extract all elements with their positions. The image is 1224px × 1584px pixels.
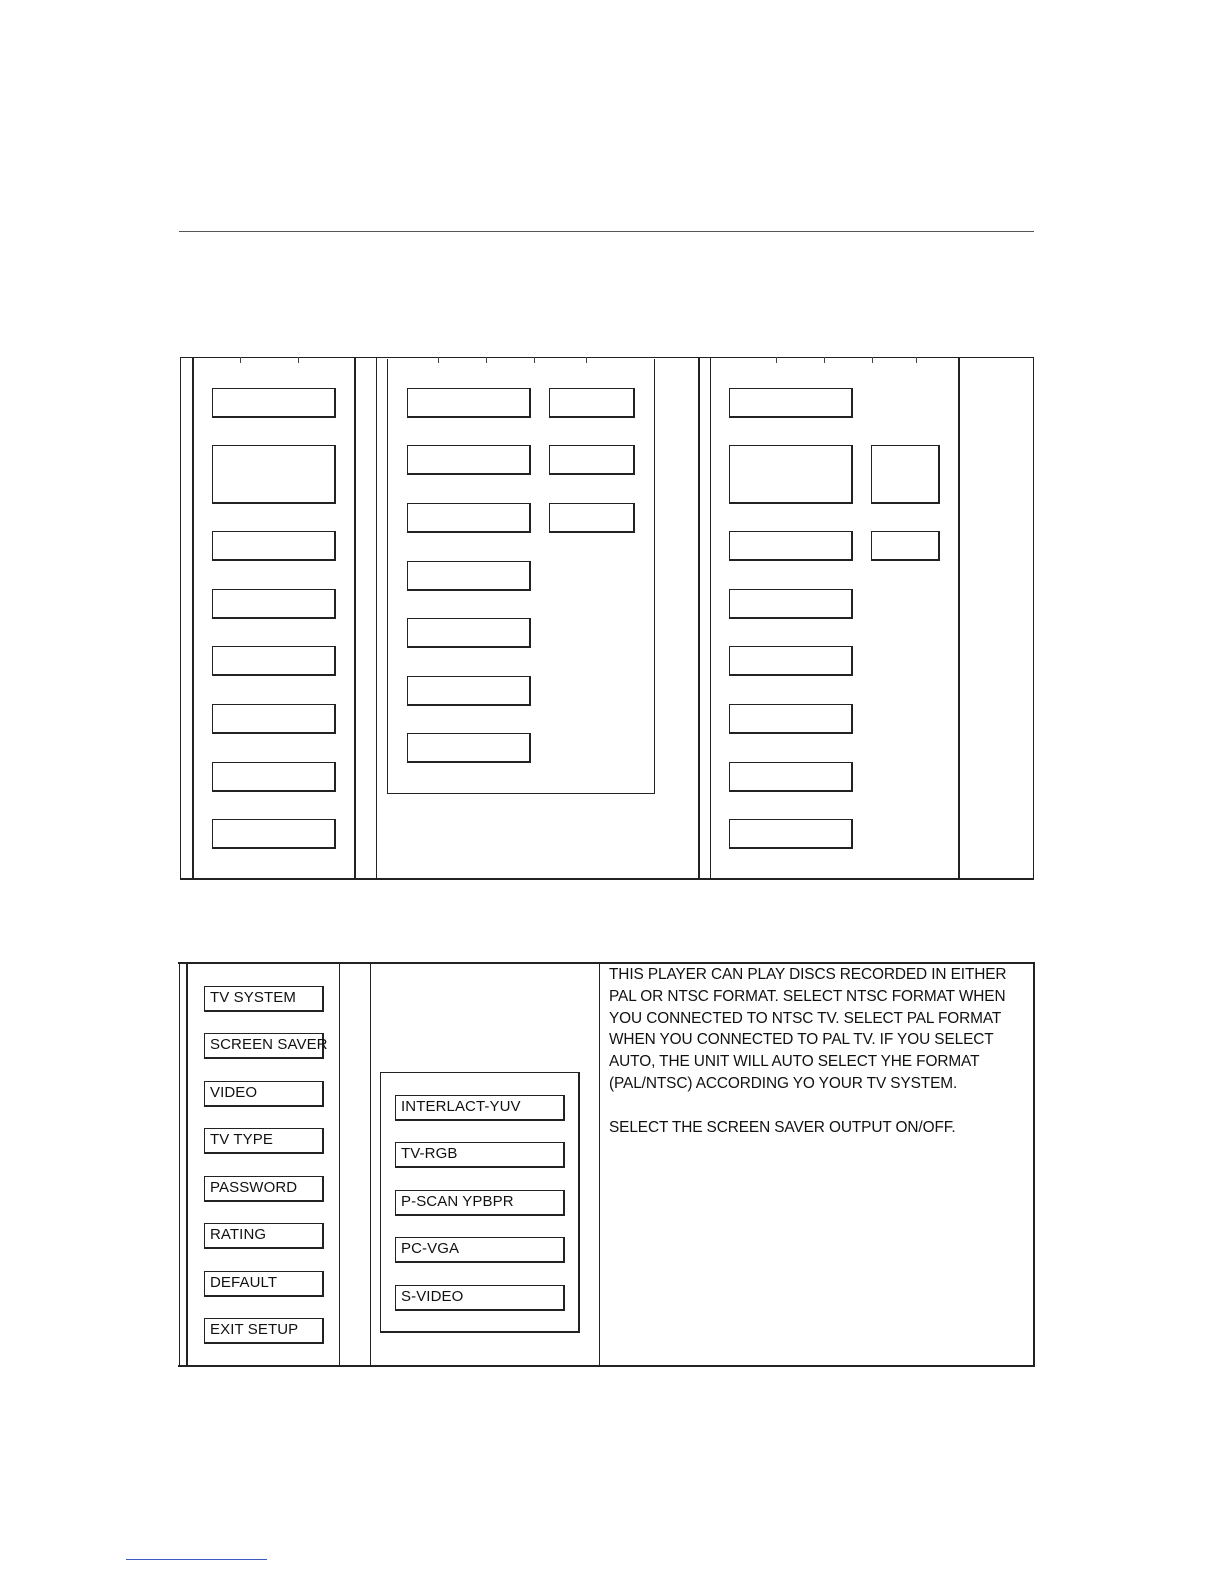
tick-mark [438, 357, 439, 363]
menu-layout-diagram [180, 357, 1035, 881]
setup-divider [339, 962, 340, 1367]
diagram-top-border [180, 357, 1034, 358]
placeholder-box [729, 646, 853, 676]
menu-item-exit-setup[interactable]: EXIT SETUP [204, 1318, 324, 1344]
tick-mark [240, 357, 241, 363]
setup-menu-diagram [178, 962, 1036, 1369]
placeholder-box [729, 445, 853, 504]
setup-divider [599, 962, 600, 1367]
tick-mark [486, 357, 487, 363]
placeholder-box [729, 531, 853, 561]
placeholder-box [871, 445, 940, 504]
video-option-p-scan-ypbpr[interactable]: P-SCAN YPBPR [395, 1190, 565, 1216]
placeholder-box [729, 819, 853, 849]
placeholder-box [212, 388, 336, 418]
placeholder-box [407, 561, 531, 591]
video-option-interlact-yuv[interactable]: INTERLACT-YUV [395, 1095, 565, 1121]
menu-item-password[interactable]: PASSWORD [204, 1176, 324, 1202]
video-option-s-video[interactable]: S-VIDEO [395, 1285, 565, 1311]
placeholder-box [212, 445, 336, 504]
screen-saver-description: SELECT THE SCREEN SAVER OUTPUT ON/OFF. [609, 1118, 956, 1136]
placeholder-box [407, 618, 531, 648]
tick-mark [534, 357, 535, 363]
diagram-right-border [1033, 357, 1034, 880]
tick-mark [872, 357, 873, 363]
placeholder-box [212, 589, 336, 619]
setup-right-border [1033, 962, 1035, 1367]
placeholder-box [549, 503, 635, 533]
panel-divider [710, 357, 711, 880]
menu-item-tv-system[interactable]: TV SYSTEM [204, 986, 324, 1012]
panel-divider [958, 357, 960, 880]
placeholder-box [212, 819, 336, 849]
video-option-pc-vga[interactable]: PC-VGA [395, 1237, 565, 1263]
placeholder-box [212, 762, 336, 792]
placeholder-box [212, 646, 336, 676]
placeholder-box [407, 676, 531, 706]
tick-mark [298, 357, 299, 363]
placeholder-box [871, 531, 940, 561]
tick-mark [776, 357, 777, 363]
header-rule [179, 231, 1034, 232]
panel-divider [192, 357, 194, 880]
tick-mark [586, 357, 587, 363]
tick-mark [916, 357, 917, 363]
panel-divider [354, 357, 356, 880]
tick-mark [824, 357, 825, 363]
setup-divider [370, 962, 371, 1367]
placeholder-box [212, 531, 336, 561]
placeholder-box [407, 445, 531, 475]
placeholder-box [407, 733, 531, 763]
setup-left-border [179, 962, 180, 1367]
placeholder-box [549, 445, 635, 475]
placeholder-box [729, 388, 853, 418]
placeholder-box [729, 762, 853, 792]
footnote-separator [126, 1559, 267, 1560]
placeholder-box [407, 388, 531, 418]
tv-system-description: THIS PLAYER CAN PLAY DISCS RECORDED IN EITHER PAL OR NTSC FORMAT. SELECT NTSC FORMAT WHEN YOU CONNECTED TO NTSC TV. SELECT PAL FORMAT WHEN YOU CONNECTED TO PAL TV. IF YOU SELECT AUTO, THE UNIT WILL AUTO SELECT YHE FORMAT (PAL/NTSC) ACCORDING YO YOUR TV SYSTEM. [609, 966, 1007, 1092]
setup-divider [186, 962, 188, 1367]
placeholder-box [212, 704, 336, 734]
placeholder-box [729, 704, 853, 734]
menu-item-video[interactable]: VIDEO [204, 1081, 324, 1107]
menu-item-default[interactable]: DEFAULT [204, 1271, 324, 1297]
placeholder-box [549, 388, 635, 418]
video-option-tv-rgb[interactable]: TV-RGB [395, 1142, 565, 1168]
menu-item-tv-type[interactable]: TV TYPE [204, 1128, 324, 1154]
placeholder-box [729, 589, 853, 619]
menu-item-rating[interactable]: RATING [204, 1223, 324, 1249]
setup-description [609, 964, 1027, 1138]
panel-divider [698, 357, 700, 880]
placeholder-box [407, 503, 531, 533]
panel-divider [376, 357, 377, 880]
menu-item-screen-saver[interactable]: SCREEN SAVER [204, 1033, 324, 1059]
diagram-left-border [180, 357, 181, 880]
setup-bottom-border [178, 1365, 1035, 1367]
diagram-bottom-border [180, 878, 1034, 880]
